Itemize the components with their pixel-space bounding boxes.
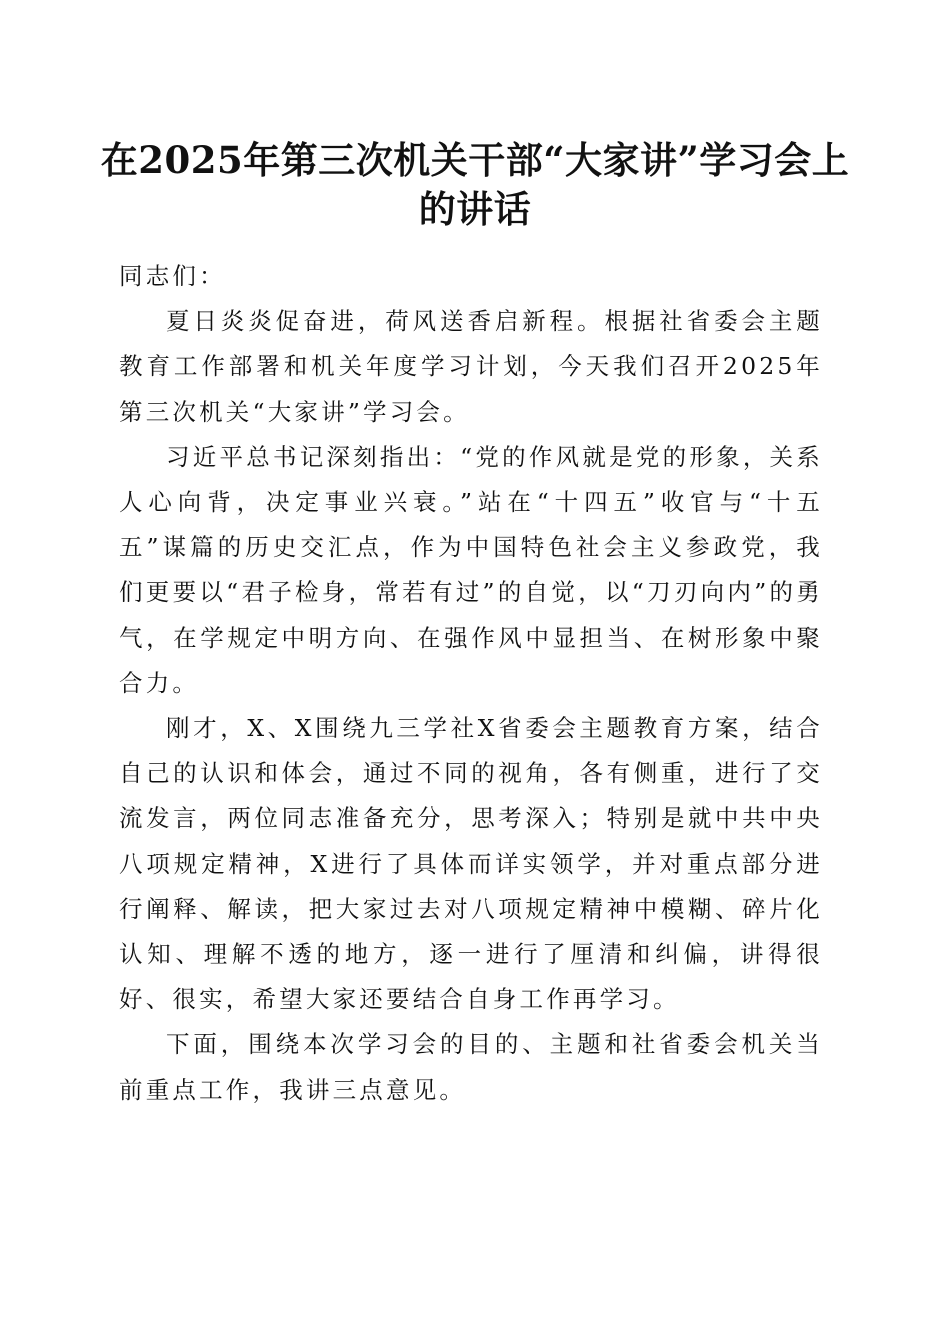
paragraph-review: 刚才，X、X围绕九三学社X省委会主题教育方案，结合自己的认识和体会，通过不同的视角，各有侧重，进行了交流发言，两位同志准备充分，思考深入；特别是就中共中央八项规定精神，X进行了具体而详实领学，并对重点部分进行阐释、解读，把大家过去对八项规定精神中模糊、碎片化认知、理解不透的地方，逐一进行了厘清和纠偏，讲得很好、很实，希望大家还要结合自身工作再学习。	[119, 714, 823, 1014]
paragraph-opening: 夏日炎炎促奋进，荷风送香启新程。根据社省委会主题教育工作部署和机关年度学习计划，今天我们召开2025年第三次机关“大家讲”学习会。	[119, 307, 823, 426]
paragraph-quote: 习近平总书记深刻指出：“党的作风就是党的形象，关系人心向背，决定事业兴衰。”站在“十四五”收官与“十五五”谋篇的历史交汇点，作为中国特色社会主义参政党，我们更要以“君子检身，常若有过”的自觉，以“刀刃向内”的勇气，在学规定中明方向、在强作风中显担当、在树形象中聚合力。	[119, 442, 823, 697]
document-title: 在2025年第三次机关干部“大家讲”学习会上的讲话	[100, 138, 850, 231]
salutation: 同志们：	[119, 262, 226, 290]
document-body	[119, 254, 823, 1113]
paragraph-transition: 下面，围绕本次学习会的目的、主题和社省委会机关当前重点工作，我讲三点意见。	[119, 1030, 823, 1104]
